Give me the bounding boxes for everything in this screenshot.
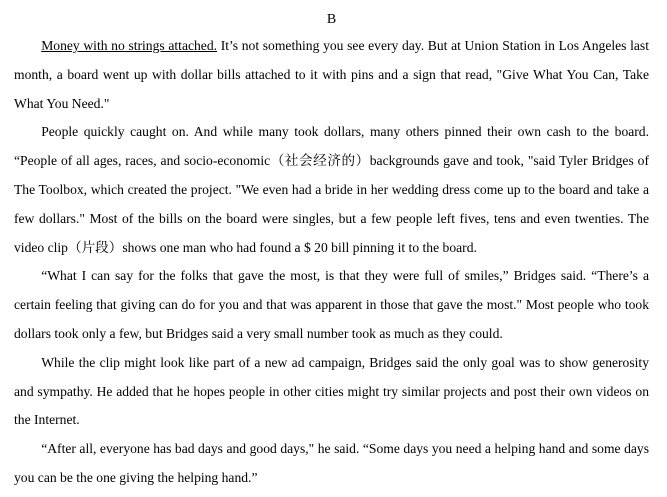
paragraph-5: “After all, everyone has bad days and good days," he said. “Some days you need a helping hand and some days you can be the one giving the helping hand.” (14, 441, 649, 485)
paragraph-1-text: It’s not something you see every day. But at Union Station in Los Angeles last month, a board went up with dollar bills attached to it with pins and a sign that read, "Give What You Can, Take What You Need." (14, 38, 649, 111)
paragraph-4: While the clip might look like part of a new ad campaign, Bridges said the only goal was to show generosity and sympathy. He added that he hopes people in other cities might try similar projects and post their own videos on the Internet. (14, 354, 649, 428)
paragraph-3: “What I can say for the folks that gave the most, is that they were full of smiles,” Bridges said. “There’s a certain feeling that giving can do for you and that was apparent in those that gave the most." Most people who took dollars took only a few, but Bridges said a very small number took as much as they could. (14, 268, 649, 341)
section-label: B (326, 12, 337, 27)
paragraph-1 (14, 32, 649, 118)
paragraph-2: People quickly caught on. And while many took dollars, many others pinned their own cash to the board. “People of all ages, races, and socio-economic（社会经济的）backgrounds gave and took, "said Tyler Bridges of The Toolbox, which created the project. "We even had a bride in her wedding dress come up to the board and take a few dollars." Most of the bills on the board were singles, but a few people left fives, tens and even twenties. The video clip（片段）shows one man who had found a $ 20 bill pinning it to the board. (14, 124, 649, 255)
paragraph-1-lead: Money with no strings attached. (41, 38, 218, 53)
